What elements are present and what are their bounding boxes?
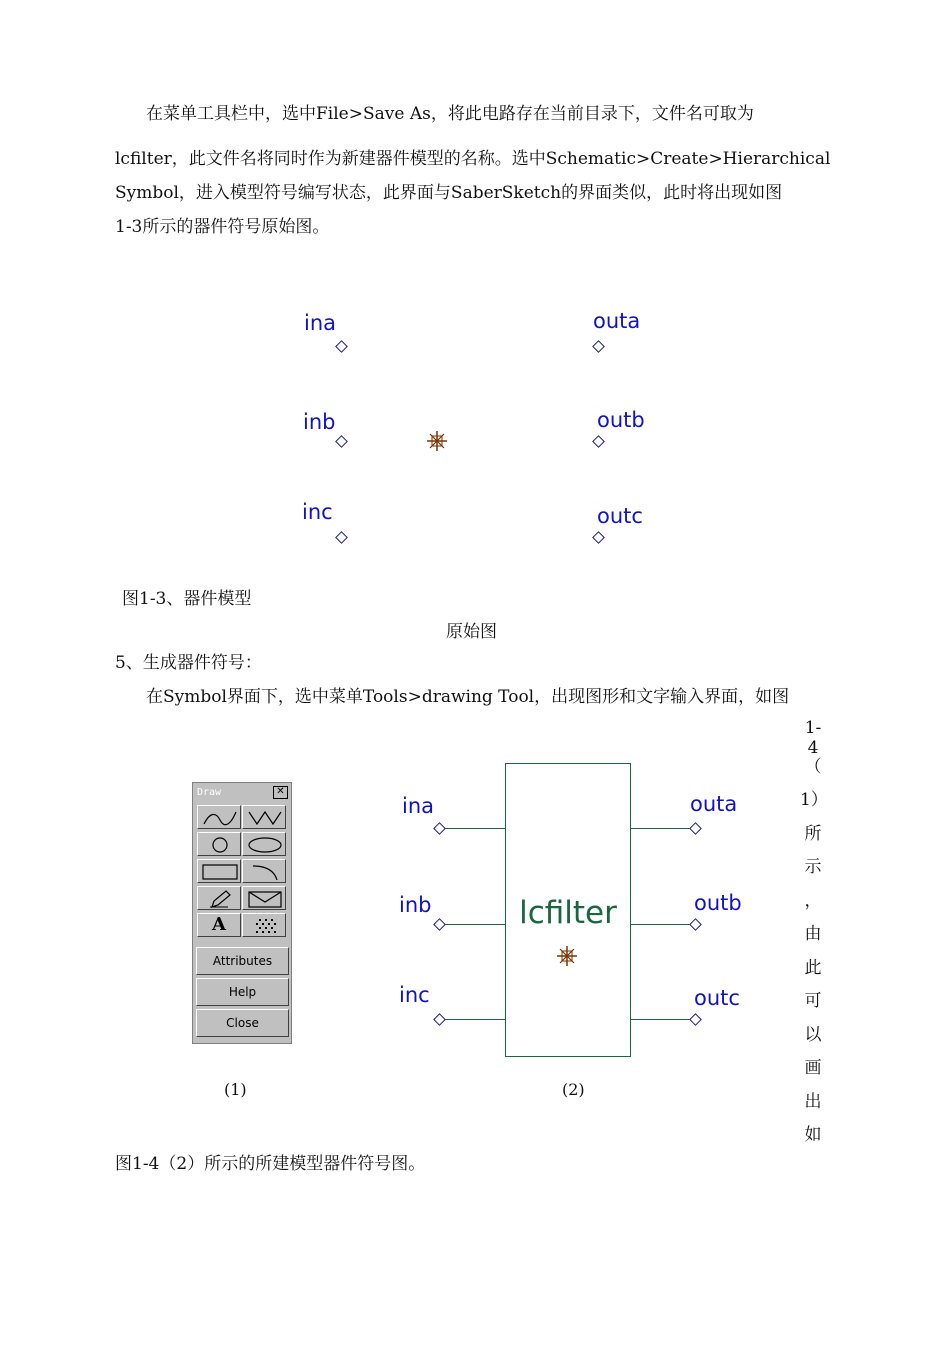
vertical-text-char: 可 — [804, 991, 822, 1011]
close-button[interactable]: Close — [196, 1009, 289, 1037]
origin-marker-icon — [426, 430, 448, 452]
pin-label-inb: inb — [303, 410, 336, 434]
pin-diamond-outa — [689, 822, 702, 835]
paragraph1-line3: Symbol，进入模型符号编写状态，此界面与SaberSketch的界面类似，此时将出现如图 — [115, 183, 783, 203]
vertical-text-char: 由 — [804, 924, 822, 944]
pattern-icon[interactable] — [242, 913, 286, 937]
draw-palette — [192, 782, 292, 1044]
symbol-name: lcfilter — [519, 895, 617, 931]
draw-palette-title: Draw — [195, 785, 289, 801]
arc-icon[interactable] — [242, 859, 286, 883]
freehand-line-icon[interactable] — [197, 805, 241, 829]
pin-diamond-outa — [592, 340, 605, 353]
pin-diamond-outb — [592, 435, 605, 448]
figure-1-4-sublabel-1: (1) — [224, 1080, 247, 1099]
text-tool-glyph: A — [212, 914, 226, 935]
pin-label-inb: inb — [399, 893, 432, 917]
paragraph2-last-line: 图1-4（2）所示的所建模型器件符号图。 — [115, 1154, 426, 1174]
vertical-text-char: 1-4 — [804, 718, 822, 758]
pin-label-outc: outc — [597, 504, 643, 528]
pin-diamond-inc — [335, 531, 348, 544]
pin-lead-inc — [440, 1019, 505, 1020]
vertical-text-char: 以 — [804, 1025, 822, 1045]
paragraph1-line1: 在菜单工具栏中，选中File>Save As，将此电路存在当前目录下，文件名可取为 — [146, 104, 754, 124]
circle-icon[interactable] — [197, 832, 241, 856]
help-button[interactable]: Help — [196, 978, 289, 1006]
text-tool-icon[interactable] — [197, 913, 241, 937]
pin-lead-ina — [440, 828, 505, 829]
pin-diamond-ina — [433, 822, 446, 835]
figure-1-3-caption: 图1-3、器件模型 — [122, 589, 252, 609]
polyline-icon[interactable] — [242, 805, 286, 829]
pencil-icon[interactable] — [197, 886, 241, 910]
vertical-text-char: 此 — [804, 958, 822, 978]
ellipse-icon[interactable] — [242, 832, 286, 856]
envelope-icon[interactable] — [242, 886, 286, 910]
pin-label-outc: outc — [694, 986, 740, 1010]
pin-label-outb: outb — [694, 891, 742, 915]
vertical-text-char: 画 — [804, 1058, 822, 1078]
pin-lead-outc — [631, 1019, 694, 1020]
step5-heading: 5、生成器件符号： — [115, 653, 262, 673]
vertical-text-char: 1） — [800, 790, 828, 810]
pin-diamond-outc — [592, 531, 605, 544]
pin-diamond-inc — [433, 1013, 446, 1026]
pin-diamond-inb — [433, 918, 446, 931]
attributes-button[interactable]: Attributes — [196, 947, 289, 975]
pin-label-inc: inc — [399, 983, 430, 1007]
vertical-text-char: （ — [804, 757, 822, 777]
vertical-text-char: 如 — [804, 1125, 822, 1145]
pin-lead-outb — [631, 924, 694, 925]
figure-1-3-caption-cont: 原始图 — [446, 622, 497, 642]
pin-diamond-outb — [689, 918, 702, 931]
rectangle-icon[interactable] — [197, 859, 241, 883]
pin-label-outa: outa — [593, 309, 641, 333]
paragraph2-line1: 在Symbol界面下，选中菜单Tools>drawing Tool，出现图形和文字输入界面，如图 — [146, 687, 790, 707]
vertical-text-char: 出 — [804, 1092, 822, 1112]
pin-label-outb: outb — [597, 408, 645, 432]
pin-diamond-ina — [335, 340, 348, 353]
vertical-text-char: ， — [804, 891, 822, 911]
pin-diamond-inb — [335, 435, 348, 448]
paragraph1-line2: lcfilter，此文件名将同时作为新建器件模型的名称。选中Schematic>Create>Hierarchical — [115, 149, 831, 169]
pin-lead-inb — [440, 924, 505, 925]
close-icon[interactable]: ✕ — [273, 786, 288, 799]
pin-diamond-outc — [689, 1013, 702, 1026]
paragraph1-line4: 1-3所示的器件符号原始图。 — [115, 217, 330, 237]
pin-label-outa: outa — [690, 792, 738, 816]
origin-marker-icon — [556, 945, 578, 967]
vertical-text-char: 所 — [804, 824, 822, 844]
pin-label-ina: ina — [402, 794, 435, 818]
pin-label-inc: inc — [302, 500, 333, 524]
vertical-text-char: 示 — [804, 857, 822, 877]
pin-lead-outa — [631, 828, 694, 829]
figure-1-4-sublabel-2: (2) — [562, 1080, 585, 1099]
pin-label-ina: ina — [304, 311, 337, 335]
